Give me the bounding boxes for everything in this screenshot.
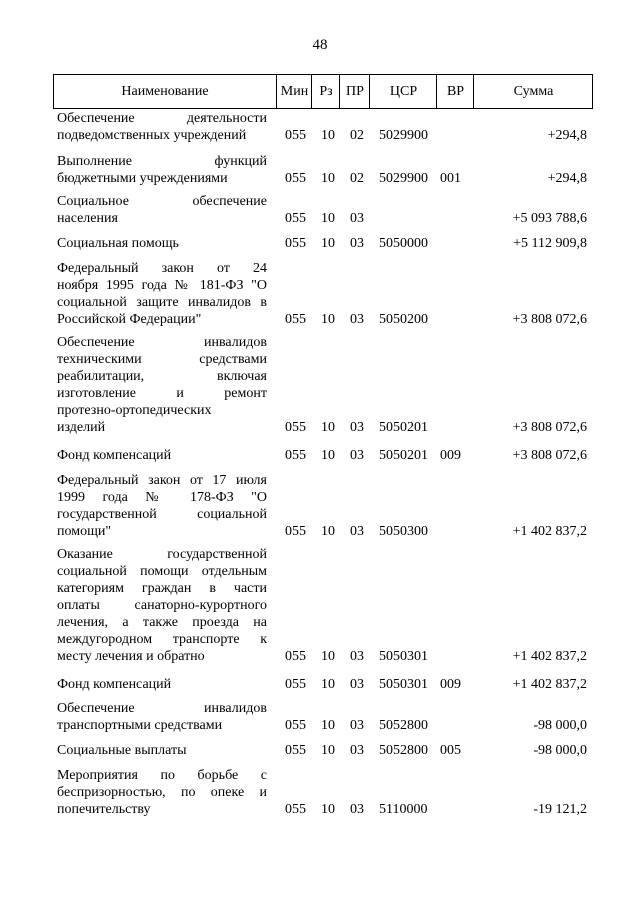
row-name [57,767,267,818]
row-name [57,676,267,693]
cell-min: 055 [285,718,306,733]
cell-min: 055 [285,128,306,143]
table-row [0,472,640,540]
row-name-line: Фонд компенсаций [57,677,172,692]
cell-sum: +3 808 072,6 [512,448,587,463]
row-name [57,700,267,734]
cell-sum: +1 402 837,2 [512,649,587,664]
cell-rz: 10 [321,743,335,758]
cell-rz: 10 [321,677,335,692]
cell-sum: -19 121,2 [533,802,587,817]
cell-sum: +3 808 072,6 [512,420,587,435]
row-name [57,447,267,464]
table-row [0,447,640,464]
row-name-line: Социальные выплаты [57,743,187,758]
row-name-line: бюджетными учреждениями [57,171,228,186]
cell-rz: 10 [321,171,335,186]
row-name [57,546,267,665]
row-name-line: государственной социальной [57,507,267,522]
cell-vr: 001 [440,171,461,186]
cell-rz: 10 [321,802,335,817]
cell-sum: -98 000,0 [533,743,587,758]
cell-rz: 10 [321,128,335,143]
cell-min: 055 [285,649,306,664]
row-name [57,260,267,328]
table-row [0,153,640,187]
cell-sum: +1 402 837,2 [512,524,587,539]
row-name-line: помощи" [57,524,112,539]
cell-min: 055 [285,236,306,251]
cell-sum: -98 000,0 [533,718,587,733]
cell-csr: 5110000 [379,802,428,817]
cell-rz: 10 [321,649,335,664]
row-name-line: социальной защите инвалидов в [57,295,267,310]
cell-sum: +3 808 072,6 [512,312,587,327]
row-name [57,472,267,540]
cell-sum: +5 093 788,6 [512,211,587,226]
cell-rz: 10 [321,448,335,463]
row-name-line: реабилитации, включая [57,369,267,384]
cell-sum: +1 402 837,2 [512,677,587,692]
cell-min: 055 [285,420,306,435]
header-vr: ВР [436,75,474,108]
cell-pr: 02 [350,171,364,186]
row-name-line: Федеральный закон от 17 июля [57,473,267,488]
cell-csr: 5050000 [379,236,428,251]
row-name-line: Фонд компенсаций [57,448,172,463]
row-name-line: 1999 года № 178-ФЗ "О [57,490,267,505]
cell-csr: 5050201 [379,448,428,463]
table-row [0,742,640,759]
row-name-line: Социальное обеспечение [57,194,267,209]
cell-csr: 5050201 [379,420,428,435]
header-pr: ПР [339,75,370,108]
cell-rz: 10 [321,312,335,327]
cell-vr: 009 [440,677,461,692]
row-name-line: оплаты санаторно-курортного [57,598,267,613]
row-name-line: Федеральный закон от 24 [57,261,267,276]
row-name [57,334,267,436]
cell-pr: 03 [350,524,364,539]
table-row [0,260,640,328]
table-row [0,235,640,252]
cell-min: 055 [285,677,306,692]
cell-rz: 10 [321,420,335,435]
cell-pr: 03 [350,312,364,327]
row-name-line: Социальная помощь [57,236,179,251]
cell-pr: 02 [350,128,364,143]
cell-pr: 03 [350,743,364,758]
cell-min: 055 [285,171,306,186]
cell-vr: 009 [440,448,461,463]
row-name [57,153,267,187]
cell-csr: 5050301 [379,649,428,664]
table-row [0,676,640,693]
header-rz: Рз [311,75,340,108]
table-row [0,546,640,665]
row-name-line: изготовление и ремонт [57,386,267,401]
cell-rz: 10 [321,236,335,251]
row-name-line: населения [57,211,118,226]
cell-min: 055 [285,743,306,758]
header-sum: Сумма [473,75,593,108]
row-name [57,193,267,227]
row-name-line: подведомственных учреждений [57,128,247,143]
row-name-line: изделий [57,420,106,435]
page-number: 48 [312,37,328,53]
cell-csr: 5050301 [379,677,428,692]
row-name-line: попечительству [57,802,151,817]
row-name-line: Мероприятия по борьбе с [57,768,267,783]
cell-csr: 5052800 [379,718,428,733]
row-name-line: категориям граждан в части [57,581,267,596]
table-row [0,334,640,436]
cell-pr: 03 [350,420,364,435]
row-name-line: Обеспечение инвалидов [57,335,267,350]
cell-csr: 5029900 [379,128,428,143]
cell-pr: 03 [350,236,364,251]
row-name-line: протезно-ортопедических [57,403,212,418]
cell-vr: 005 [440,743,461,758]
row-name [57,742,267,759]
header-min: Мин [276,75,312,108]
header-name: Наименование [121,84,209,99]
row-name-line: Выполнение функций [57,154,267,169]
cell-pr: 03 [350,649,364,664]
table-row [0,700,640,734]
row-name-line: Российской Федерации" [57,312,202,327]
table-row [0,110,640,144]
row-name-line: месту лечения и обратно [57,649,205,664]
row-name-line: беспризорностью, по опеке и [57,785,267,800]
row-name-line: техническими средствами [57,352,267,367]
row-name-line: транспортными средствами [57,718,223,733]
cell-pr: 03 [350,802,364,817]
row-name-line: Обеспечение деятельности [57,111,267,126]
cell-csr: 5050200 [379,312,428,327]
cell-rz: 10 [321,211,335,226]
row-name-line: междугородном транспорте к [57,632,267,647]
cell-min: 055 [285,211,306,226]
cell-sum: +294,8 [547,128,587,143]
table-row [0,193,640,227]
row-name-line: Обеспечение инвалидов [57,701,267,716]
cell-csr: 5050300 [379,524,428,539]
cell-csr: 5052800 [379,743,428,758]
row-name-line: ноября 1995 года № 181-ФЗ "О [57,278,267,293]
cell-pr: 03 [350,718,364,733]
cell-rz: 10 [321,718,335,733]
row-name [57,235,267,252]
cell-pr: 03 [350,211,364,226]
cell-pr: 03 [350,448,364,463]
cell-csr: 5029900 [379,171,428,186]
row-name-line: социальной помощи отдельным [57,564,267,579]
header-csr: ЦСР [369,75,437,108]
cell-min: 055 [285,312,306,327]
row-name-line: Оказание государственной [57,547,267,562]
cell-min: 055 [285,802,306,817]
cell-sum: +5 112 909,8 [513,236,587,251]
cell-sum: +294,8 [547,171,587,186]
cell-min: 055 [285,524,306,539]
cell-pr: 03 [350,677,364,692]
table-header [53,74,593,109]
row-name-line: лечения, а также проезда на [57,615,267,630]
table-row [0,767,640,818]
cell-min: 055 [285,448,306,463]
row-name [57,110,267,144]
cell-rz: 10 [321,524,335,539]
